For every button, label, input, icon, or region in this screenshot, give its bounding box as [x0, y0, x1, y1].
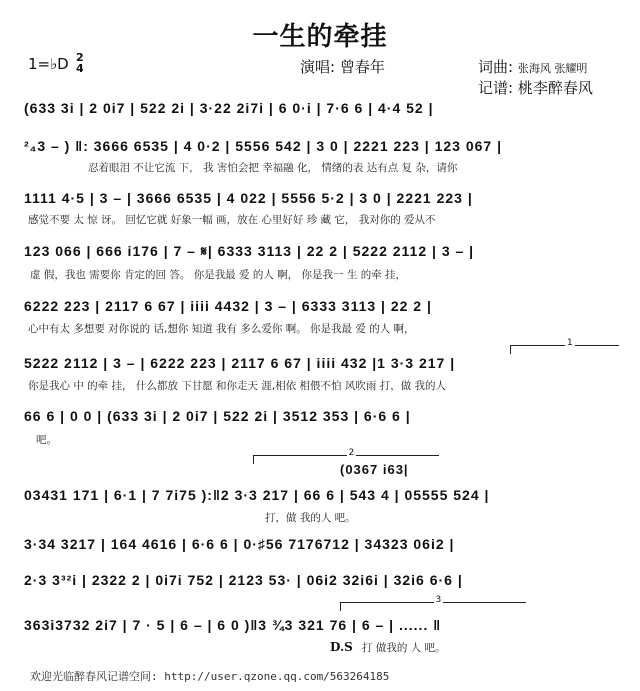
score-line-1: (633 3i | 2 0i7 | 522 2i | 3·22 2i7i | 6 0·i | 7·6 6 | 4·4 52 |	[24, 100, 434, 116]
volta-label: 3	[435, 595, 442, 605]
transcriber-credit: 记谱: 桃李醉春风	[478, 79, 593, 97]
ds-marker: D.S	[330, 640, 353, 654]
lyrics-line-5: 心中有太 多想要 对你说的 话,想你 知道 我有 多么爱你 啊。 你是我最 爱 的人 啊，	[28, 323, 415, 335]
score-line-8: 03431 171 | 6·1 | 7 7i75 ):‖2 3·3 217 | 66 6 | 543 4 | 05555 524 |	[24, 487, 490, 503]
lyrics-line-8: 打，做 我的人 吧。	[265, 512, 356, 524]
score-line-6: 5222 2112 | 3 – | 6222 223 | 2117 6 67 | iiii 432 |1 3·3 217 |	[24, 355, 456, 371]
composer-credit	[478, 56, 587, 77]
lyrics-line-6: 你是我心 中 的牵 挂， 什么都放 下甘愿 和你走天 涯,相依 相偎不怕 风吹雨 打，做 我的人	[28, 380, 447, 392]
composer-names: 张海风 张耀明	[517, 62, 588, 75]
score-line-3: 1111 4·5 | 3 – | 3666 6535 | 4 022 | 5556 5·2 | 3 0 | 2221 223 |	[24, 190, 473, 206]
score-line-2: ²₄3 – ) ‖: 3666 6535 | 4 0·2 | 5556 542 | 3 0 | 2221 223 | 123 067 |	[24, 138, 502, 154]
score-line-4: 123 066 | 666 i176 | 7 – 𝄋| 6333 3113 | 22 2 | 5222 2112 | 3 – |	[24, 243, 475, 259]
time-top: 2	[76, 51, 84, 64]
volta-label: 1	[567, 338, 573, 348]
score-line-11: 363i3732 2i7 | 7 · 5 | 6 – | 6 0 )‖3 ¾3 321 76 | 6 – | ...... ‖	[24, 617, 442, 633]
singer-credit: 演唱: 曾春年	[300, 58, 385, 76]
lyrics-line-2: 忍着眼泪 不让它流 下， 我 害怕会把 幸福融 化， 情绪的表 达有点 复 杂，请你	[88, 162, 458, 174]
song-title: 一生的牵挂	[252, 22, 388, 52]
composer-label: 词曲:	[478, 58, 514, 76]
volta-bracket-2	[253, 448, 439, 464]
volta-label: 2	[348, 448, 355, 458]
score-line-5: 6222 223 | 2117 6 67 | iiii 4432 | 3 – | 6333 3113 | 22 2 |	[24, 298, 432, 314]
time-signature	[76, 52, 84, 74]
volta-bracket-3	[340, 595, 526, 611]
key-signature: 1=♭D	[28, 55, 69, 73]
time-bottom: 4	[76, 62, 84, 75]
lyrics-line-7: 吧。	[36, 434, 57, 446]
lyrics-line-4: 虚 假，我也 需要你 肯定的回 答。 你是我最 爱 的人 啊， 你是我一 生 的牵 挂，	[30, 269, 407, 281]
interlude-line: (0367 i63|	[340, 462, 409, 477]
volta-bracket-1	[510, 338, 619, 354]
score-line-9: 3·34 3217 | 164 4616 | 6·6 6 | 0·♯56 7176712 | 34323 06i2 |	[24, 536, 455, 552]
score-line-7: 66 6 | 0 0 | (633 3i | 2 0i7 | 522 2i | 3512 353 | 6·6 6 |	[24, 408, 411, 424]
lyrics-line-3: 感觉不要 太 惊 讶。 回忆它就 好象一幅 画，放在 心里好好 珍 藏 它， 我对你的 爱从不	[28, 214, 436, 226]
score-line-10: 2·3 3³²i | 2322 2 | 0i7i 752 | 2123 53· | 06i2 32i6i | 32i6 6·6 |	[24, 572, 463, 588]
footer-link[interactable]: 欢迎光临醉春风记谱空间: http://user.qzone.qq.com/563264185	[30, 670, 390, 683]
lyrics-line-11: 打 做我的 人 吧。	[362, 642, 446, 654]
